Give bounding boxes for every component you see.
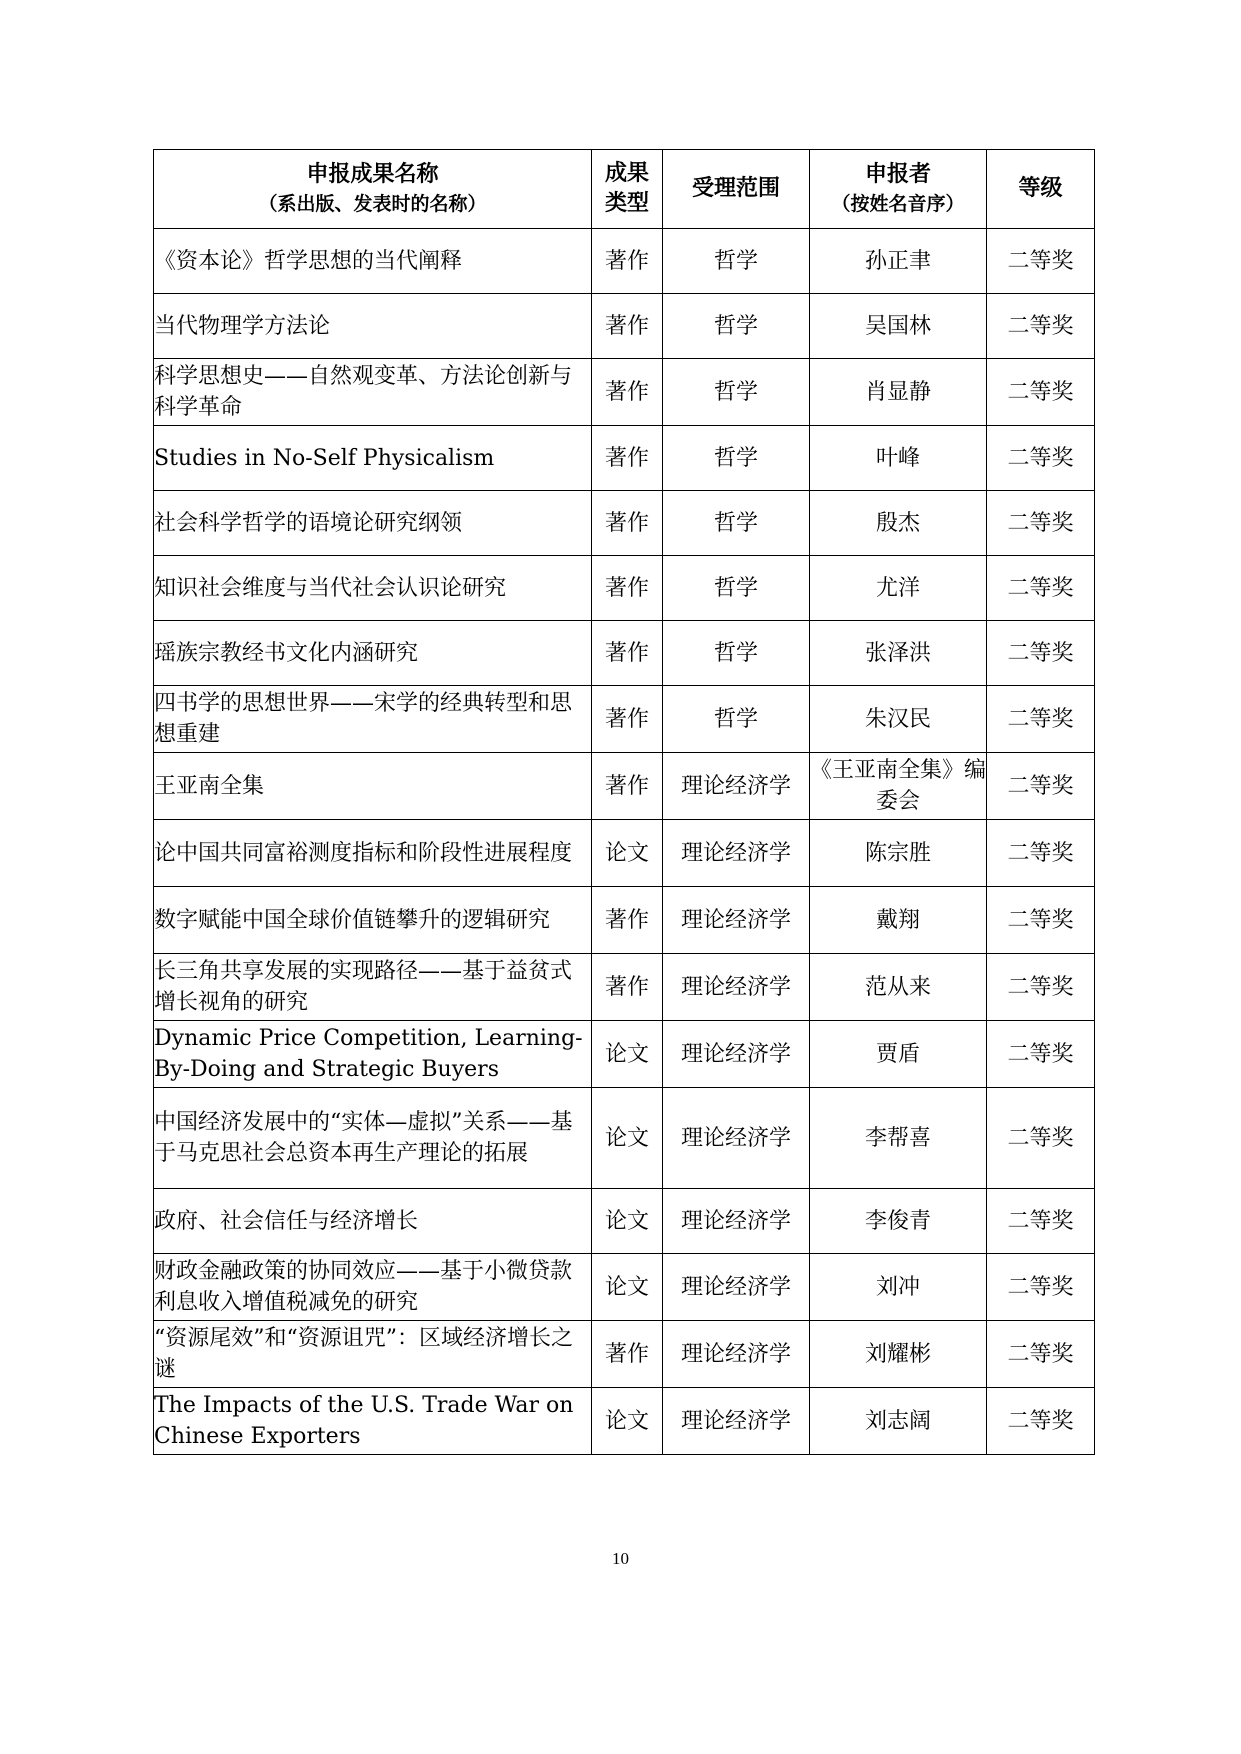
cell-scope: 理论经济学 [663, 1021, 810, 1088]
table-row [154, 1088, 1095, 1189]
cell-applicant: 戴翔 [810, 887, 987, 954]
cell-grade: 二等奖 [987, 426, 1095, 491]
header-scope [663, 150, 810, 229]
header-scope-label: 受理范围 [691, 176, 780, 201]
cell-grade: 二等奖 [987, 1189, 1095, 1254]
cell-title: 论中国共同富裕测度指标和阶段性进展程度 [154, 820, 592, 887]
table-row [154, 1254, 1095, 1321]
cell-grade: 二等奖 [987, 1088, 1095, 1189]
cell-type: 著作 [592, 556, 663, 621]
cell-applicant: 范从来 [810, 954, 987, 1021]
header-applicant [810, 150, 987, 229]
header-type [592, 150, 663, 229]
cell-grade: 二等奖 [987, 621, 1095, 686]
header-applicant-main: 申报者 [864, 162, 931, 187]
cell-type: 著作 [592, 686, 663, 753]
cell-scope: 哲学 [663, 294, 810, 359]
cell-title: 长三角共享发展的实现路径——基于益贫式增长视角的研究 [154, 954, 592, 1021]
cell-applicant: 李帮喜 [810, 1088, 987, 1189]
cell-title: Dynamic Price Competition, Learning-By-Doing and Strategic Buyers [154, 1021, 592, 1088]
cell-scope: 理论经济学 [663, 954, 810, 1021]
awards-table [153, 149, 1095, 1455]
table-row [154, 229, 1095, 294]
cell-type: 论文 [592, 1254, 663, 1321]
cell-applicant: 李俊青 [810, 1189, 987, 1254]
cell-title: 当代物理学方法论 [154, 294, 592, 359]
cell-title: The Impacts of the U.S. Trade War on Chinese Exporters [154, 1388, 592, 1455]
table-row [154, 426, 1095, 491]
cell-applicant: 张泽洪 [810, 621, 987, 686]
cell-type: 论文 [592, 1088, 663, 1189]
header-grade-label: 等级 [1018, 176, 1063, 201]
table-row [154, 1388, 1095, 1455]
cell-title: 中国经济发展中的“实体—虚拟”关系——基于马克思社会总资本再生产理论的拓展 [154, 1088, 592, 1189]
cell-type: 著作 [592, 753, 663, 820]
table-row [154, 556, 1095, 621]
cell-grade: 二等奖 [987, 359, 1095, 426]
cell-applicant: 孙正聿 [810, 229, 987, 294]
table-row [154, 1189, 1095, 1254]
cell-grade: 二等奖 [987, 1388, 1095, 1455]
cell-grade: 二等奖 [987, 491, 1095, 556]
header-type-line1: 成果 [604, 161, 649, 186]
table-row [154, 686, 1095, 753]
cell-scope: 理论经济学 [663, 753, 810, 820]
cell-applicant: 朱汉民 [810, 686, 987, 753]
cell-title: 社会科学哲学的语境论研究纲领 [154, 491, 592, 556]
table-row [154, 359, 1095, 426]
header-title [154, 150, 592, 229]
table-row [154, 621, 1095, 686]
cell-grade: 二等奖 [987, 820, 1095, 887]
cell-scope: 理论经济学 [663, 1321, 810, 1388]
cell-type: 著作 [592, 229, 663, 294]
cell-applicant: 尤洋 [810, 556, 987, 621]
cell-type: 著作 [592, 426, 663, 491]
cell-scope: 哲学 [663, 229, 810, 294]
cell-applicant: 刘耀彬 [810, 1321, 987, 1388]
cell-applicant: 陈宗胜 [810, 820, 987, 887]
cell-title: 王亚南全集 [154, 753, 592, 820]
table-row [154, 753, 1095, 820]
cell-grade: 二等奖 [987, 753, 1095, 820]
cell-scope: 哲学 [663, 359, 810, 426]
cell-title: 《资本论》哲学思想的当代阐释 [154, 229, 592, 294]
cell-type: 论文 [592, 1021, 663, 1088]
cell-title: 瑶族宗教经书文化内涵研究 [154, 621, 592, 686]
header-title-sub: （系出版、发表时的名称） [258, 193, 487, 215]
cell-scope: 理论经济学 [663, 820, 810, 887]
cell-scope: 哲学 [663, 621, 810, 686]
cell-scope: 哲学 [663, 426, 810, 491]
table-row [154, 491, 1095, 556]
header-grade [987, 150, 1095, 229]
header-type-line2: 类型 [604, 191, 649, 216]
table-row [154, 954, 1095, 1021]
cell-title: Studies in No-Self Physicalism [154, 426, 592, 491]
header-applicant-sub: （按姓名音序） [831, 193, 965, 215]
cell-grade: 二等奖 [987, 954, 1095, 1021]
cell-applicant: 《王亚南全集》编委会 [810, 753, 987, 820]
cell-title: 知识社会维度与当代社会认识论研究 [154, 556, 592, 621]
table-row [154, 820, 1095, 887]
header-row [154, 150, 1095, 229]
cell-applicant: 刘志阔 [810, 1388, 987, 1455]
cell-applicant: 贾盾 [810, 1021, 987, 1088]
cell-title: 数字赋能中国全球价值链攀升的逻辑研究 [154, 887, 592, 954]
cell-grade: 二等奖 [987, 887, 1095, 954]
cell-grade: 二等奖 [987, 686, 1095, 753]
cell-title: 四书学的思想世界——宋学的经典转型和思想重建 [154, 686, 592, 753]
header-title-main: 申报成果名称 [306, 162, 439, 187]
cell-grade: 二等奖 [987, 1021, 1095, 1088]
cell-applicant: 殷杰 [810, 491, 987, 556]
table-row [154, 1321, 1095, 1388]
cell-type: 著作 [592, 887, 663, 954]
cell-title: 财政金融政策的协同效应——基于小微贷款利息收入增值税减免的研究 [154, 1254, 592, 1321]
cell-grade: 二等奖 [987, 1321, 1095, 1388]
cell-type: 著作 [592, 359, 663, 426]
cell-type: 论文 [592, 820, 663, 887]
cell-type: 著作 [592, 1321, 663, 1388]
page-number: 10 [612, 1549, 629, 1568]
cell-applicant: 吴国林 [810, 294, 987, 359]
cell-type: 著作 [592, 954, 663, 1021]
cell-applicant: 叶峰 [810, 426, 987, 491]
cell-scope: 哲学 [663, 686, 810, 753]
table-row [154, 1021, 1095, 1088]
cell-grade: 二等奖 [987, 229, 1095, 294]
cell-title: 政府、社会信任与经济增长 [154, 1189, 592, 1254]
cell-applicant: 刘冲 [810, 1254, 987, 1321]
cell-type: 论文 [592, 1388, 663, 1455]
cell-title: “资源尾效”和“资源诅咒”：区域经济增长之谜 [154, 1321, 592, 1388]
cell-scope: 理论经济学 [663, 1388, 810, 1455]
cell-scope: 理论经济学 [663, 1189, 810, 1254]
cell-grade: 二等奖 [987, 1254, 1095, 1321]
cell-type: 著作 [592, 294, 663, 359]
cell-scope: 理论经济学 [663, 1088, 810, 1189]
cell-scope: 理论经济学 [663, 1254, 810, 1321]
cell-type: 著作 [592, 491, 663, 556]
table-row [154, 887, 1095, 954]
table-row [154, 294, 1095, 359]
cell-applicant: 肖显静 [810, 359, 987, 426]
cell-grade: 二等奖 [987, 294, 1095, 359]
cell-type: 论文 [592, 1189, 663, 1254]
cell-type: 著作 [592, 621, 663, 686]
cell-scope: 哲学 [663, 491, 810, 556]
cell-scope: 理论经济学 [663, 887, 810, 954]
cell-title: 科学思想史——自然观变革、方法论创新与科学革命 [154, 359, 592, 426]
cell-scope: 哲学 [663, 556, 810, 621]
cell-grade: 二等奖 [987, 556, 1095, 621]
